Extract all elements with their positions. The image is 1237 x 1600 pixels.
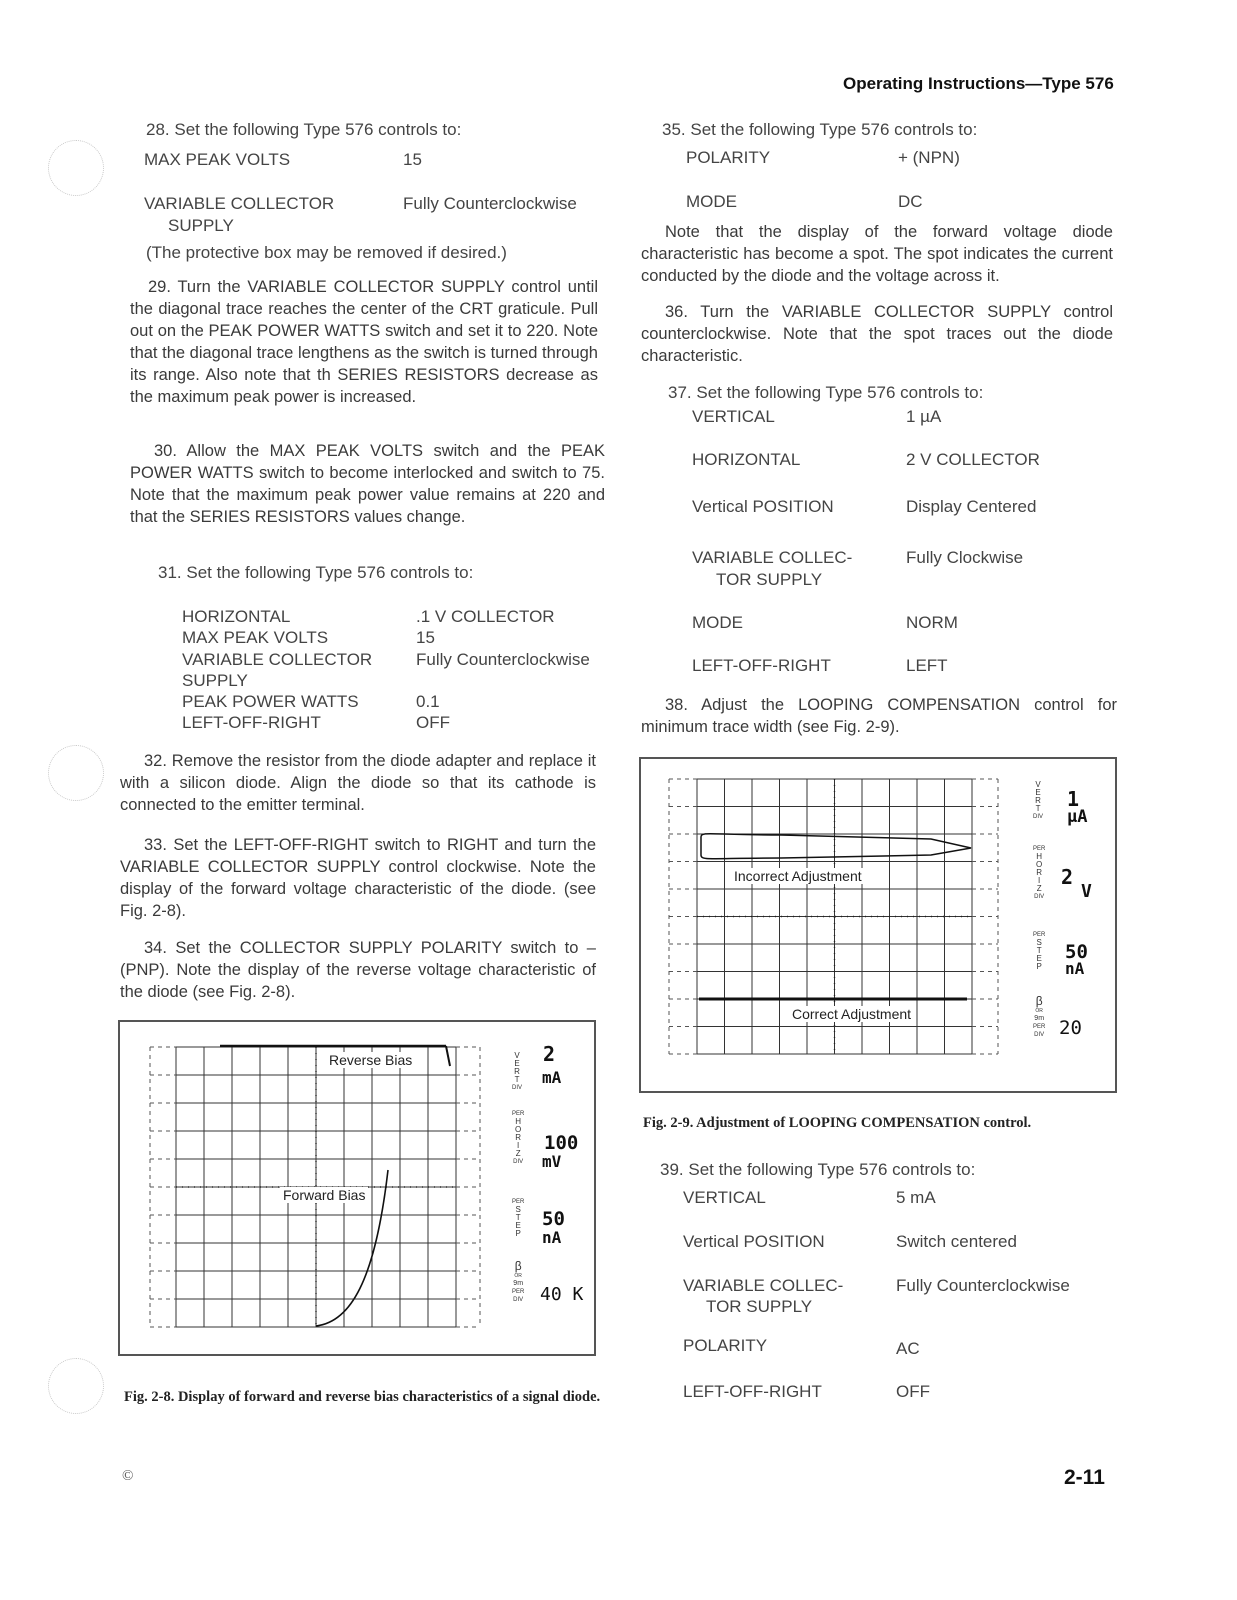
correct-adjustment-label: Correct Adjustment [789, 1006, 914, 1022]
setting-value: DC [898, 192, 923, 211]
setting-value: Fully Counterclockwise [896, 1276, 1070, 1295]
step-30: 30. Allow the MAX PEAK VOLTS switch and the PEAK POWER WATTS switch to become interlocked and switch to 75. Note that the maximum peak power value remains at 220 and that the SERIES RESISTORS values change. [130, 442, 605, 526]
forward-bias-label: Forward Bias [280, 1187, 368, 1203]
step-28-intro: 28. Set the following Type 576 controls to: [146, 120, 462, 139]
setting-label: MAX PEAK VOLTS [182, 628, 329, 647]
setting-label: LEFT-OFF-RIGHT [182, 713, 321, 732]
setting-label: SUPPLY [182, 671, 248, 690]
vert-value: 2 [543, 1042, 556, 1066]
setting-value: Display Centered [906, 497, 1037, 516]
crt-graticule [641, 759, 1115, 1091]
setting-value: LEFT [906, 656, 948, 675]
setting-value: Fully Counterclockwise [403, 194, 577, 213]
figure-2-8-caption: Fig. 2-8. Display of forward and reverse bias characteristics of a signal diode. [124, 1389, 601, 1405]
setting-label: VARIABLE COLLEC- [683, 1276, 844, 1295]
step-value: 50 [542, 1208, 565, 1230]
setting-label: HORIZONTAL [182, 607, 291, 626]
step-unit: nA [542, 1228, 562, 1247]
setting-value: Switch centered [896, 1232, 1017, 1251]
step-35-intro: 35. Set the following Type 576 controls to: [662, 120, 978, 139]
setting-value: 1 µA [906, 407, 942, 426]
setting-label: TOR SUPPLY [706, 1297, 813, 1316]
setting-label: VERTICAL [683, 1188, 766, 1207]
vert-unit: mA [542, 1068, 562, 1087]
setting-value: 15 [416, 628, 435, 647]
setting-label: VARIABLE COLLECTOR [182, 650, 373, 669]
setting-label: POLARITY [683, 1336, 768, 1355]
step-unit: nA [1065, 959, 1085, 978]
horiz-readout-label: PER H O R I Z DIV [1033, 846, 1046, 900]
step-38: 38. Adjust the LOOPING COMPENSATION control for minimum trace width (see Fig. 2-9). [641, 696, 1117, 736]
beta-value: 40 K [540, 1284, 584, 1305]
step-readout-label: PER S T E P [512, 1199, 525, 1238]
binder-hole [48, 1358, 104, 1414]
page-number: 2-11 [1064, 1466, 1105, 1489]
setting-note: (The protective box may be removed if desired.) [146, 243, 507, 262]
setting-value: 0.1 [416, 692, 440, 711]
setting-label: VERTICAL [692, 407, 775, 426]
beta-value: 20 [1059, 1017, 1082, 1039]
setting-value: 15 [403, 150, 422, 169]
figure-2-9 [639, 757, 1117, 1093]
setting-label: VARIABLE COLLEC- [692, 548, 853, 567]
beta-readout-label: β OR 9m PER DIV [512, 1259, 525, 1303]
beta-readout-label: β OR 9m PER DIV [1033, 994, 1046, 1038]
step-35-note: Note that the display of the forward voltage diode characteristic has become a spot. The spot indicates the current conducted by the diode and the voltage across it. [641, 223, 1113, 285]
step-31-intro: 31. Set the following Type 576 controls to: [158, 563, 474, 582]
setting-value: 5 mA [896, 1188, 936, 1207]
horiz-unit: V [1081, 881, 1092, 902]
step-readout-label: PER S T E P [1033, 932, 1046, 971]
setting-label: HORIZONTAL [692, 450, 801, 469]
vert-unit: µA [1067, 807, 1088, 827]
step-36: 36. Turn the VARIABLE COLLECTOR SUPPLY control counterclockwise. Note that the spot traces out the diode characteristic. [641, 303, 1113, 365]
incorrect-loop-trace [701, 834, 971, 859]
setting-value: .1 V COLLECTOR [416, 607, 555, 626]
setting-label: LEFT-OFF-RIGHT [683, 1382, 822, 1401]
setting-label: Vertical POSITION [683, 1232, 825, 1251]
step-29: 29. Turn the VARIABLE COLLECTOR SUPPLY control until the diagonal trace reaches the center of the CRT graticule. Pull out on the PEAK POWER WATTS switch and set it to 220. Note that the diagonal trace lengthens as the switch is turned through its range. Also note that th SERIES RESISTORS decrease as the maximum peak power is increased. [130, 278, 598, 406]
running-header: Operating Instructions—Type 576 [843, 74, 1114, 93]
copyright-symbol: © [122, 1468, 134, 1484]
setting-value: OFF [896, 1382, 930, 1401]
step-37-intro: 37. Set the following Type 576 controls to: [668, 383, 984, 402]
horiz-unit: mV [542, 1152, 562, 1171]
setting-label: VARIABLE COLLECTOR [144, 194, 335, 213]
setting-label: MAX PEAK VOLTS [144, 150, 291, 169]
vert-value: 1 [1067, 787, 1080, 811]
setting-value: + (NPN) [898, 148, 960, 167]
setting-label: MODE [686, 192, 737, 211]
step-32: 32. Remove the resistor from the diode adapter and replace it with a silicon diode. Align the diode so that its cathode is connected to the emitter terminal. [120, 752, 596, 814]
setting-value: OFF [416, 713, 450, 732]
setting-value: 2 V COLLECTOR [906, 450, 1040, 469]
horiz-readout-label: PER H O R I Z DIV [512, 1111, 525, 1165]
setting-label: TOR SUPPLY [716, 570, 823, 589]
setting-label: PEAK POWER WATTS [182, 692, 359, 711]
step-39-intro: 39. Set the following Type 576 controls to: [660, 1160, 976, 1179]
setting-label: MODE [692, 613, 743, 632]
setting-value: Fully Counterclockwise [416, 650, 590, 669]
setting-value: Fully Clockwise [906, 548, 1024, 567]
incorrect-adjustment-label: Incorrect Adjustment [731, 868, 865, 884]
setting-value: NORM [906, 613, 958, 632]
horiz-value: 100 [544, 1132, 579, 1154]
setting-label: POLARITY [686, 148, 771, 167]
step-33: 33. Set the LEFT-OFF-RIGHT switch to RIGHT and turn the VARIABLE COLLECTOR SUPPLY control clockwise. Note the display of the forward voltage characteristic of the diode. (see Fig. 2-8). [120, 836, 596, 920]
step-value: 50 [1065, 941, 1088, 963]
binder-hole [48, 140, 104, 196]
setting-value: AC [896, 1339, 920, 1358]
figure-2-8 [118, 1020, 596, 1356]
vert-readout-label: V E R T DIV [1033, 780, 1044, 820]
setting-label: Vertical POSITION [692, 497, 834, 516]
figure-2-9-caption: Fig. 2-9. Adjustment of LOOPING COMPENSATION control. [643, 1115, 1032, 1131]
reverse-bias-label: Reverse Bias [326, 1052, 415, 1068]
horiz-value: 2 [1061, 865, 1074, 889]
step-34: 34. Set the COLLECTOR SUPPLY POLARITY switch to –(PNP). Note the display of the reverse voltage characteristic of the diode (see Fig. 2-8). [120, 939, 596, 1001]
vert-readout-label: V E R T DIV [512, 1051, 523, 1091]
setting-label: LEFT-OFF-RIGHT [692, 656, 831, 675]
binder-hole [48, 745, 104, 801]
setting-label: SUPPLY [168, 216, 234, 235]
